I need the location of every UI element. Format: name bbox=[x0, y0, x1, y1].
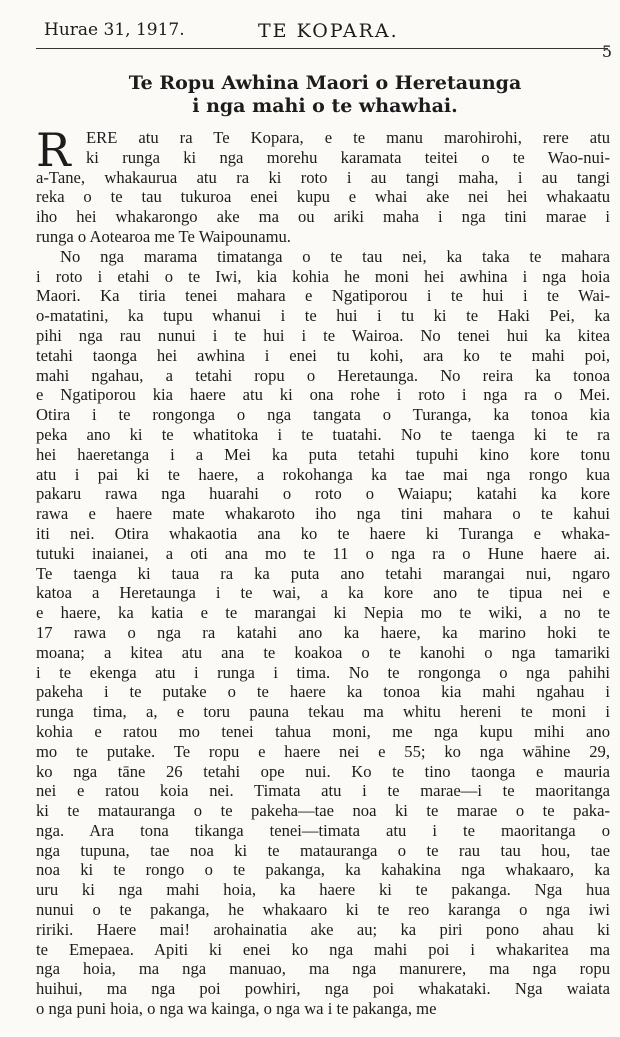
text-line: tetahi taonga hei awhina i enei tu kohi, ara ko te mahi poi, bbox=[36, 345, 610, 365]
text-line: mahi ngahau, a tetahi ropu o Heretaunga. No reira ka tonoa bbox=[36, 365, 610, 385]
text-line: iti nei. Otira whakaotia ana ko te haere ki Turanga e whaka- bbox=[36, 523, 610, 543]
text-line: nga tupuna, tae noa ki te matauranga o te rau tau hou, tae bbox=[36, 840, 610, 860]
text-line: iho hei whakarongo ake ma ou ariki maha i nga tini marae i bbox=[36, 207, 610, 227]
text-line: runga tima, a, e toru pauna tekau ma whitu hereni te moni i bbox=[36, 702, 610, 722]
text-line: 17 rawa o nga ra katahi ano ka haere, ka marino hoki te bbox=[36, 622, 610, 642]
text-line: ki runga ki nga morehu karamata teitei o te Wao-nui- bbox=[86, 147, 610, 167]
drop-cap: R bbox=[36, 123, 71, 177]
text-line: a-Tane, whakaurua atu ra ki roto i au tangi maha, i au tangi bbox=[36, 167, 610, 187]
text-line: ririki. Haere mai! arohainatia ake au; ka piri pono ahau ki bbox=[36, 919, 610, 939]
text-line: ko nga tāne 26 tetahi ope nui. Ko te tino taonga e mauria bbox=[36, 761, 610, 781]
text-line: i roto i etahi o te Iwi, kia kohia he moni hei awhina i nga hoia bbox=[36, 266, 610, 286]
text-line: noa ki te rongo o te pakanga, ka kahakina nga whakaaro, ka bbox=[36, 860, 610, 880]
text-line: mo te putake. Te ropu e haere nei e 55; ko nga wāhine 29, bbox=[36, 741, 610, 761]
text-line: o nga puni hoia, o nga wa kainga, o nga wa i te pakanga, me bbox=[36, 999, 437, 1019]
text-line: hei haeretanga i a Mei ka puta tetahi tupuhi kino kore tonu bbox=[36, 444, 610, 464]
text-line: nga hoia, ma nga manuao, ma nga manurere, ma nga ropu bbox=[36, 959, 610, 979]
text-line: uru ki nga mahi hoia, ka haere ki te pakanga. Nga hua bbox=[36, 880, 610, 900]
text-line: nei e ratou koia nei. Timata atu i te marae—i te maoritanga bbox=[36, 781, 610, 801]
text-line: reka o te tau tukuroa enei kupu e whai ake nei hei whakaatu bbox=[36, 187, 610, 207]
text-line: Maori. Ka tiria tenei mahara e Ngatiporou i te hui i te Wai- bbox=[36, 286, 610, 306]
page-header bbox=[36, 18, 612, 61]
text-line: nunui o te pakanga, he whakaaro ki te reo karanga o nga iwi bbox=[36, 900, 610, 920]
text-line: ERE atu ra Te Kopara, e te manu marohirohi, rere atu bbox=[86, 128, 610, 147]
text-line: rawa e haere mate whakaroto iho nga tini mahara o te kahui bbox=[36, 504, 610, 524]
text-line: Otira i te rongonga o nga tangata o Turanga, ka tonoa kia bbox=[36, 405, 610, 425]
text-line: Te taenga ki taua ra ka puta ano tetahi marangai nui, ngaro bbox=[36, 563, 610, 583]
publication-title: TE KOPARA. bbox=[258, 20, 399, 42]
text-line: nga. Ara tona tikanga tenei—timata atu i te maoritanga o bbox=[36, 820, 610, 840]
text-line: No nga marama timatanga o te tau nei, ka taka te mahara bbox=[60, 246, 610, 266]
text-line: atu i pai ki te haere, a rokohanga ka tae mai nga rongo kua bbox=[36, 464, 610, 484]
text-line: te Emepaea. Apiti ki enei ko nga mahi poi i whakaritea ma bbox=[36, 939, 610, 959]
article-title-line-1: Te Ropu Awhina Maori o Heretaunga bbox=[128, 72, 522, 94]
text-line: pakeha i te putake o te haere ka tonoa kia mahi ngahau i bbox=[36, 682, 610, 702]
text-line: moana; a kitea atu ana te koakoa o te kanohi o nga tamariki bbox=[36, 642, 610, 662]
header-rule bbox=[36, 48, 608, 49]
article-title-line-2: i nga mahi o te whawhai. bbox=[192, 95, 458, 117]
text-line: runga o Aotearoa me Te Waipounamu. bbox=[36, 226, 291, 246]
text-line: katoa a Heretaunga i te wai, a ka kore ano te tipua nei e bbox=[36, 583, 610, 603]
text-line: pihi nga rau nunui i te hui i te Wairoa. No tenei hui ka kitea bbox=[36, 325, 610, 345]
text-line: i te ekenga atu i runga i tima. No te rongonga o nga pahihi bbox=[36, 662, 610, 682]
article-title bbox=[40, 72, 610, 118]
text-line: e Ngatiporou kia haere atu ki ona rohe i roto i nga ra o Mei. bbox=[36, 385, 610, 405]
text-line: tutuki inaianei, a oti ana mo te 11 o nga ra o Hune haere ai. bbox=[36, 543, 610, 563]
text-line: peka ano ki te whatitoka i te tuatahi. No te taenga ki te ra bbox=[36, 424, 610, 444]
text-line: pakaru rawa nga huarahi o roto o Waiapu; katahi ka kore bbox=[36, 484, 610, 504]
text-line: ki te matauranga o te pakeha—tae noa ki te marae o te paka- bbox=[36, 801, 610, 821]
text-line: e haere, ka katia e te marangai ki Nepia mo te wiki, a no te bbox=[36, 603, 610, 623]
article-body bbox=[36, 123, 610, 1019]
page-number: 5 bbox=[601, 42, 612, 61]
text-line: huihui, ma nga poi powhiri, nga poi whakataki. Nga waiata bbox=[36, 979, 610, 999]
issue-date: Hurae 31, 1917. bbox=[44, 20, 185, 40]
text-line: o-matatini, ka tupu whanui i te hui i tu ki te Haki Pei, ka bbox=[36, 306, 610, 326]
text-line: kohia e ratou mo tenei tahua moni, me nga kupu mihi ano bbox=[36, 721, 610, 741]
